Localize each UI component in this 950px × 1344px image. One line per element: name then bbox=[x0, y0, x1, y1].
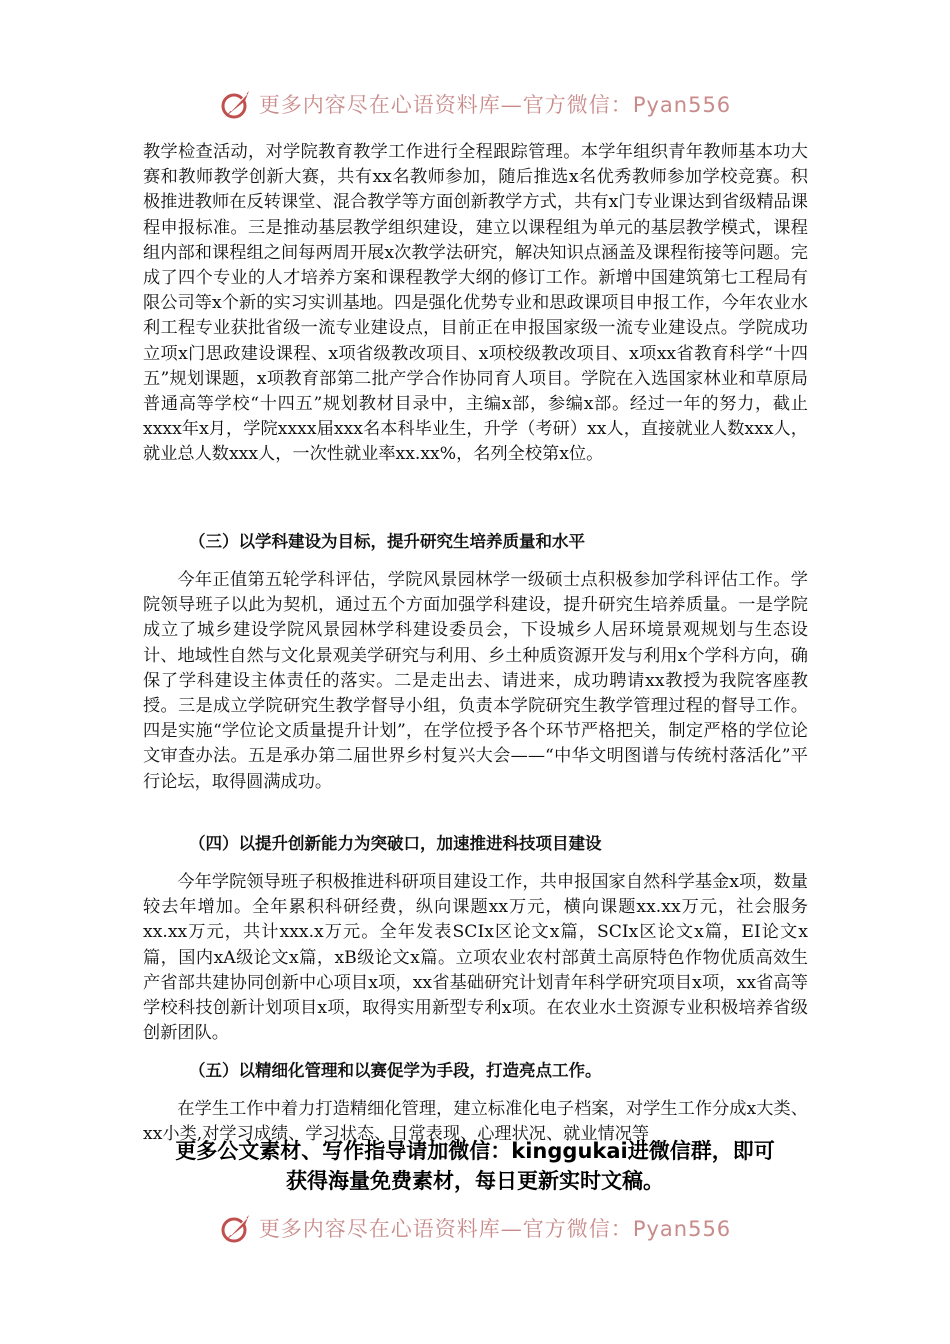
document-body bbox=[143, 140, 808, 1147]
section-heading-3: （三）以学科建设为目标，提升研究生培养质量和水平 bbox=[189, 532, 585, 551]
banner-text: 更多内容尽在心语资料库—官方微信：Pyan556 bbox=[258, 93, 732, 117]
banner-text: 更多内容尽在心语资料库—官方微信：Pyan556 bbox=[258, 1217, 732, 1241]
quill-logo-icon bbox=[219, 1211, 253, 1245]
paragraph-teaching: 教学检查活动，对学院教育教学工作进行全程跟踪管理。本学年组织青年教师基本功大赛和教师教学创新大赛，共有xx名教师参加，随后推选x名优秀教师参加学校竞赛。积极推进教师在反转课堂、混合教学等方面创新教学方式，共有x门专业课达到省级精品课程申报标准。三是推动基层教学组织建设，建立以课程组为单元的基层教学模式，课程组内部和课程组之间每两周开展x次教学法研究，解决知识点涵盖及课程衔接等问题。完成了四个专业的人才培养方案和课程教学大纲的修订工作。新增中国建筑第七工程局有限公司等x个新的实习实训基地。四是强化优势专业和思政课项目申报工作，今年农业水利工程专业获批省级一流专业建设点，目前正在申报国家级一流专业建设点。学院成功立项x门思政建设课程、x项省级教改项目、x项校级教改项目、x项xx省教育科学“十四五”规划课题，x项教育部第二批产学合作协同育人项目。学院在入选国家林业和草原局普通高等学校“十四五”规划教材目录中，主编x部，参编x部。经过一年的努力，截止xxxx年x月，学院xxxx届xxx名本科毕业生，升学（考研）xx人，直接就业人数xxx人，就业总人数xxx人，一次性就业率xx.xx%，名列全校第x位。 bbox=[143, 142, 808, 465]
promo-line-2: 获得海量免费素材，每日更新实时文稿。 bbox=[286, 1169, 664, 1193]
banner-wechat-id: Pyan556 bbox=[632, 93, 732, 117]
paragraph-student-work: 在学生工作中着力打造精细化管理，建立标准化电子档案，对学生工作分成x大类、xx小类,对学习成绩、学习状态、日常表现、心理状况、就业情况等 bbox=[143, 1099, 808, 1145]
promo-notice bbox=[100, 1136, 850, 1196]
section-heading-5: （五）以精细化管理和以赛促学为手段，打造亮点工作。 bbox=[189, 1061, 602, 1080]
paragraph-research: 今年学院领导班子积极推进科研项目建设工作，共申报国家自然科学基金x项，数量较去年增加。全年累积科研经费，纵向课题xx万元，横向课题xx.xx万元，社会服务xx.xx万元，共计xxx.x万元。全年发表SCIx区论文x篇，SCIx区论文x篇，EI论文x篇，国内xA级论文x篇，xB级论文x篇。立项农业农村部黄土高原特色作物优质高效生产省部共建协同创新中心项目x项，xx省基础研究计划青年科学研究项目x项，xx省高等学校科技创新计划项目x项，取得实用新型专利x项。在农业水土资源专业积极培养省级创新团队。 bbox=[143, 872, 808, 1044]
banner-wechat-id: Pyan556 bbox=[632, 1217, 732, 1241]
quill-logo-icon bbox=[219, 87, 253, 121]
top-watermark-banner bbox=[0, 84, 950, 124]
promo-line-1: 更多公文素材、写作指导请加微信：kinggukai进微信群，即可 bbox=[175, 1139, 775, 1163]
section-heading-4: （四）以提升创新能力为突破口，加速推进科技项目建设 bbox=[189, 834, 602, 853]
bottom-watermark-banner bbox=[0, 1208, 950, 1248]
paragraph-discipline: 今年正值第五轮学科评估，学院风景园林学一级硕士点积极参加学科评估工作。学院领导班子以此为契机，通过五个方面加强学科建设，提升研究生培养质量。一是学院成立了城乡建设学院风景园林学科建设委员会，下设城乡人居环境景观规划与生态设计、地域性自然与文化景观美学研究与利用、乡土种质资源开发与利用x个学科方向，确保了学科建设主体责任的落实。二是走出去、请进来，成功聘请xx教授为我院客座教授。三是成立学院研究生教学督导小组，负责本学院研究生教学管理过程的督导工作。四是实施“学位论文质量提升计划”，在学位授予各个环节严格把关，制定严格的学位论文审查办法。五是承办第二届世界乡村复兴大会——“中华文明图谱与传统村落活化”平行论坛，取得圆满成功。 bbox=[143, 570, 808, 792]
